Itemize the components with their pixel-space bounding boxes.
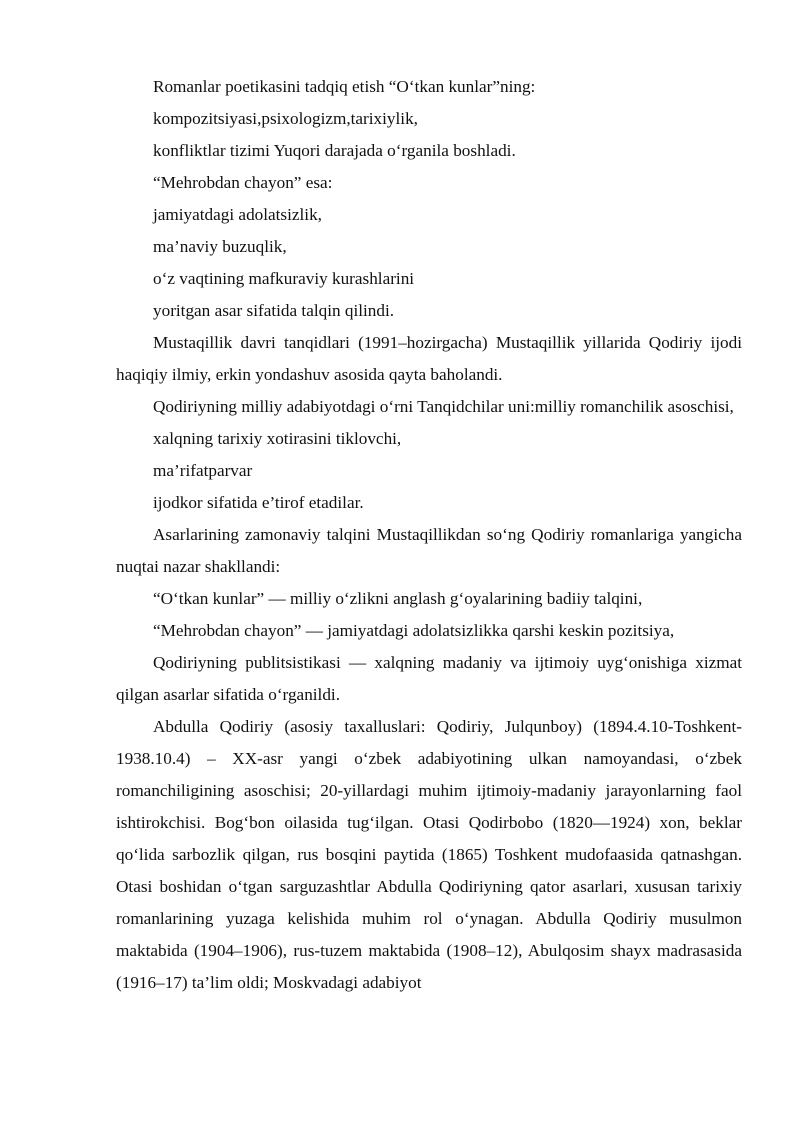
text-line: ma’naviy buzuqlik, (153, 237, 287, 256)
text-line: ma’rifatparvar (153, 461, 253, 480)
paragraph-milliy-orni: Qodiriyning milliy adabiyotdagi o‘rni Tanqidchilar uni:milliy romanchilik asoschisi, (153, 397, 734, 416)
text-line: “O‘tkan kunlar” — milliy o‘zlikni anglash g‘oyalarining badiiy talqini, (153, 589, 643, 608)
text-line: “Mehrobdan chayon” esa: (153, 173, 333, 192)
text-line: o‘z vaqtining mafkuraviy kurashlarini (153, 269, 415, 288)
text-line: kompozitsiyasi,psixologizm,tarixiylik, (153, 109, 418, 128)
text-line: jamiyatdagi adolatsizlik, (153, 205, 322, 224)
paragraph-mustaqillik: Mustaqillik davri tanqidlari (1991–hozirgacha) Mustaqillik yillarida Qodiriy ijodi haqiqiy ilmiy, erkin yondashuv asosida qayta baholandi. (116, 333, 742, 384)
paragraph-asarlar-talqini: Asarlarining zamonaviy talqini Mustaqillikdan so‘ng Qodiriy romanlariga yangicha nuqtai nazar shakllandi: (116, 525, 742, 576)
document-page (116, 71, 742, 999)
text-line: Romanlar poetikasini tadqiq etish “O‘tkan kunlar”ning: (153, 77, 536, 96)
text-line: “Mehrobdan chayon” — jamiyatdagi adolatsizlikka qarshi keskin pozitsiya, (153, 621, 675, 640)
paragraph-biografiya: Abdulla Qodiriy (asosiy taxalluslari: Qodiriy, Julqunboy) (1894.4.10-Toshkent-1938.10.4) – XX-asr yangi o‘zbek adabiyotining ulkan namoyandasi, o‘zbek romanchiligining asoschisi; 20-yillardagi muhim ijtimoiy-madaniy jarayonlarning faol ishtirokchisi. Bog‘bon oilasida tug‘ilgan. Otasi Qodirbobo (1820—1924) xon, beklar qo‘lida sarbozlik qilgan, rus bosqini paytida (1865) Toshkent mudofaasida qatnashgan. Otasi boshidan o‘tgan sarguzashtlar Abdulla Qodiriyning qator asarlari, xususan tarixiy romanlarining yuzaga kelishida muhim rol o‘ynagan. Abdulla Qodiriy musulmon maktabida (1904–1906), rus-tuzem maktabida (1908–12), Abulqosim shayx madrasasida (1916–17) ta’lim oldi; Moskvadagi adabiyot (116, 717, 742, 992)
text-line: ijodkor sifatida e’tirof etadilar. (153, 493, 364, 512)
text-line: konfliktlar tizimi Yuqori darajada o‘rganila boshladi. (153, 141, 516, 160)
paragraph-publitsistika: Qodiriyning publitsistikasi — xalqning madaniy va ijtimoiy uyg‘onishiga xizmat qilgan asarlar sifatida o‘rganildi. (116, 653, 742, 704)
text-line: xalqning tarixiy xotirasini tiklovchi, (153, 429, 402, 448)
text-line: yoritgan asar sifatida talqin qilindi. (153, 301, 395, 320)
